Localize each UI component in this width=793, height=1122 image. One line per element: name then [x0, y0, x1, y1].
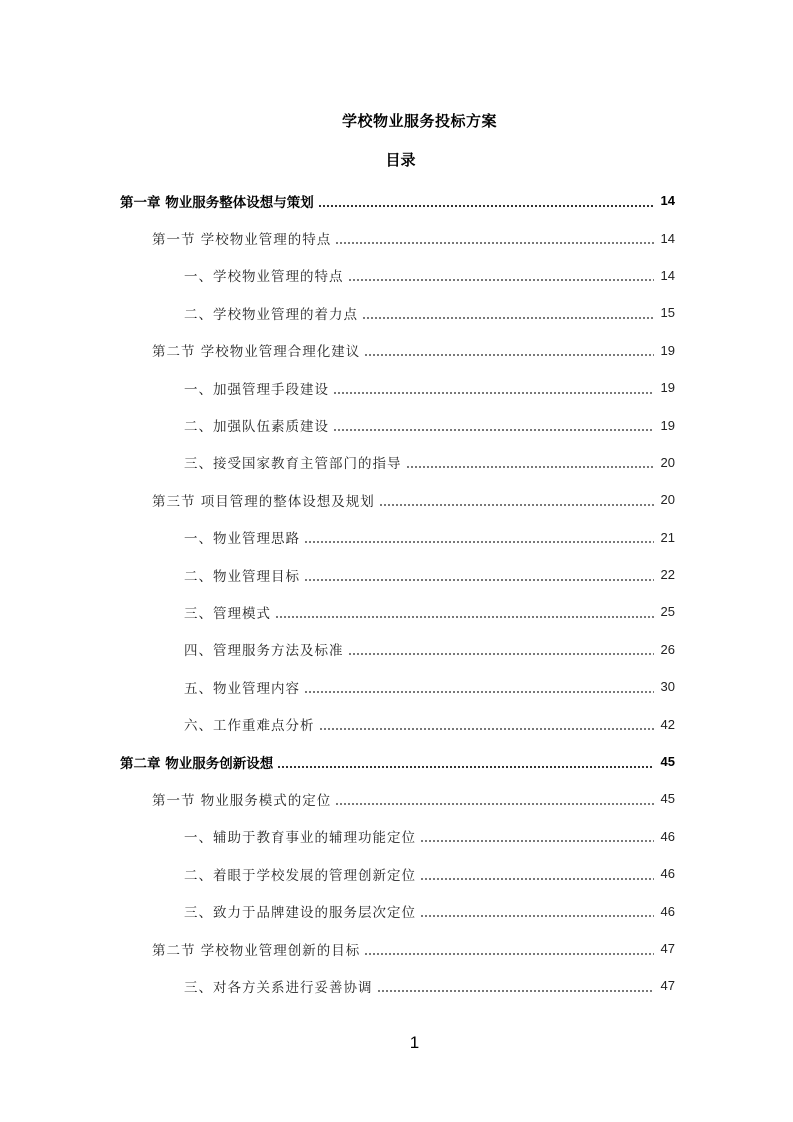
toc-entry-label: 第二节 学校物业管理合理化建议: [152, 344, 361, 361]
toc-entry-label: 六、工作重难点分析: [184, 718, 315, 735]
toc-entry-subsection[interactable]: [120, 967, 675, 1004]
toc-entry-subsection[interactable]: [120, 556, 675, 593]
toc-entry-page: 30: [660, 679, 675, 695]
toc-entry-page: 14: [660, 230, 675, 246]
toc-entry-label: 五、物业管理内容: [184, 680, 300, 697]
dot-leader: [318, 205, 654, 207]
toc-entry-page: 46: [660, 828, 675, 844]
dot-leader: [348, 653, 655, 655]
dot-leader: [275, 616, 654, 618]
toc-entry-page: 46: [660, 866, 675, 882]
toc-entry-chapter[interactable]: [120, 182, 675, 219]
dot-leader: [335, 803, 654, 805]
toc-entry-page: 26: [660, 641, 675, 657]
toc-entry-page: 46: [660, 903, 675, 919]
toc-entry-section[interactable]: [120, 219, 675, 256]
toc-entry-subsection[interactable]: [120, 668, 675, 705]
dot-leader: [304, 541, 654, 543]
page-number: 1: [409, 1033, 420, 1052]
dot-leader: [420, 878, 654, 880]
toc-entry-subsection[interactable]: [120, 519, 675, 556]
toc-entry-label: 二、物业管理目标: [184, 568, 300, 585]
toc-entry-label: 二、学校物业管理的着力点: [184, 306, 358, 323]
toc-entry-label: 第一节 物业服务模式的定位: [152, 792, 332, 809]
toc-entry-page: 14: [660, 193, 675, 209]
toc-entry-subsection[interactable]: [120, 855, 675, 892]
toc-entry-subsection[interactable]: [120, 892, 675, 929]
dot-leader: [333, 392, 654, 394]
toc-entry-label: 第一章 物业服务整体设想与策划: [120, 194, 314, 211]
dot-leader: [420, 840, 654, 842]
dot-leader: [335, 242, 654, 244]
toc-entry-page: 47: [660, 978, 675, 994]
toc-entry-page: 25: [660, 604, 675, 620]
toc-entry-page: 42: [660, 716, 675, 732]
toc-entry-subsection[interactable]: [120, 294, 675, 331]
toc-entry-subsection[interactable]: [120, 406, 675, 443]
dot-leader: [333, 429, 654, 431]
toc-entry-page: 19: [660, 380, 675, 396]
toc-entry-chapter[interactable]: [120, 743, 675, 780]
toc-entry-label: 一、学校物业管理的特点: [184, 269, 344, 286]
toc-entry-label: 三、接受国家教育主管部门的指导: [184, 456, 402, 473]
toc-entry-subsection[interactable]: [120, 257, 675, 294]
toc-entry-section[interactable]: [120, 780, 675, 817]
toc-entry-page: 47: [660, 941, 675, 956]
toc-entry-section[interactable]: [120, 930, 675, 967]
dot-leader: [364, 354, 654, 356]
toc-entry-page: 45: [660, 791, 675, 807]
toc-heading: 目录: [385, 151, 416, 169]
toc-entry-subsection[interactable]: [120, 818, 675, 855]
toc-entry-page: 21: [660, 529, 675, 545]
toc-entry-label: 二、着眼于学校发展的管理创新定位: [184, 867, 416, 884]
toc-entry-page: 45: [660, 754, 675, 770]
toc-entry-label: 三、管理模式: [184, 605, 271, 622]
toc-entry-page: 19: [660, 342, 675, 358]
toc-entry-page: 22: [660, 567, 675, 583]
dot-leader: [406, 466, 655, 468]
dot-leader: [420, 915, 654, 917]
toc-entry-label: 一、辅助于教育事业的辅理功能定位: [184, 830, 416, 847]
dot-leader: [304, 691, 654, 693]
toc-entry-subsection[interactable]: [120, 444, 675, 481]
toc-entry-label: 三、致力于品牌建设的服务层次定位: [184, 905, 416, 922]
dot-leader: [379, 504, 654, 506]
dot-leader: [304, 579, 654, 581]
toc-entry-label: 第三节 项目管理的整体设想及规划: [152, 493, 375, 510]
dot-leader: [348, 279, 655, 281]
toc-entry-section[interactable]: [120, 481, 675, 518]
document-title: 学校物业服务投标方案: [341, 112, 497, 130]
dot-leader: [277, 766, 654, 768]
toc-entry-section[interactable]: [120, 332, 675, 369]
toc-entry-label: 第二节 学校物业管理创新的目标: [152, 942, 361, 959]
table-of-contents: [120, 182, 675, 1005]
toc-entry-label: 第一节 学校物业管理的特点: [152, 232, 332, 249]
toc-entry-label: 四、管理服务方法及标准: [184, 643, 344, 660]
toc-entry-subsection[interactable]: [120, 631, 675, 668]
toc-entry-page: 20: [660, 492, 675, 508]
toc-entry-label: 三、对各方关系进行妥善协调: [184, 979, 373, 996]
toc-entry-page: 14: [660, 267, 675, 283]
toc-entry-subsection[interactable]: [120, 705, 675, 742]
dot-leader: [377, 990, 655, 992]
dot-leader: [362, 317, 654, 319]
toc-entry-label: 一、加强管理手段建设: [184, 381, 329, 398]
toc-entry-label: 二、加强队伍素质建设: [184, 419, 329, 436]
toc-entry-page: 20: [660, 454, 675, 470]
dot-leader: [319, 728, 655, 730]
toc-entry-label: 一、物业管理思路: [184, 531, 300, 548]
toc-entry-page: 19: [660, 417, 675, 433]
toc-entry-page: 15: [660, 305, 675, 321]
toc-entry-subsection[interactable]: [120, 593, 675, 630]
toc-entry-label: 第二章 物业服务创新设想: [120, 755, 274, 772]
dot-leader: [364, 953, 654, 955]
toc-entry-subsection[interactable]: [120, 369, 675, 406]
